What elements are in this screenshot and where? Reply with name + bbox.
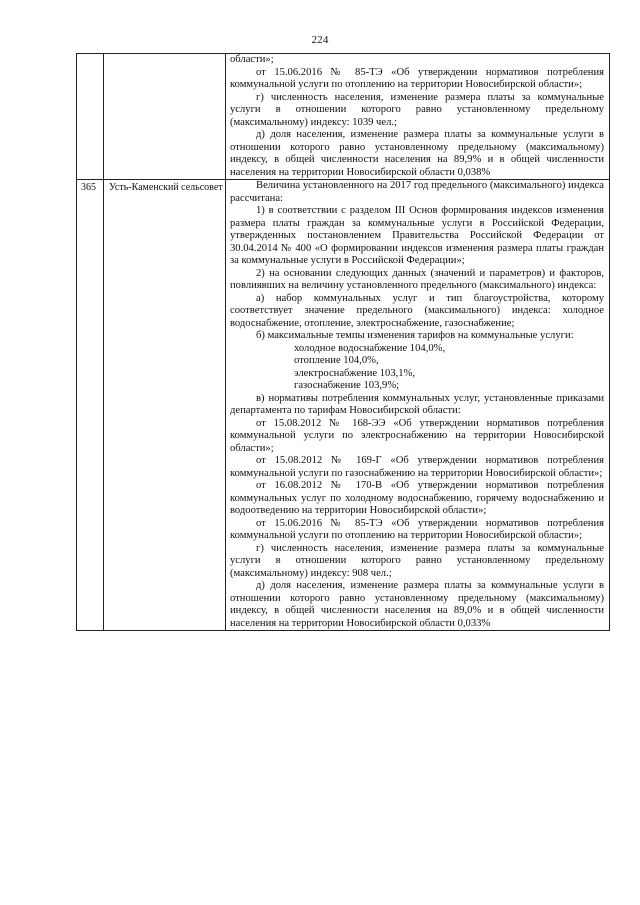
table-row xyxy=(77,54,610,180)
tariff-list-item: газоснабжение 103,9%; xyxy=(294,380,400,391)
description-paragraph: 2) на основании следующих данных (значений и параметров) и факторов, повлиявших на величину установленного предельного (максимального) индекса: xyxy=(230,267,604,291)
description-paragraph: г) численность населения, изменение размера платы за коммунальные услуги в отношении которого равно установленному предельному (максимальному) индексу: 1039 чел.; xyxy=(230,91,604,128)
description-paragraph: д) доля населения, изменение размера платы за коммунальные услуги в отношении которого равно установленному предельному (максимальному) индексу, в общей численности населения на 89,9% и в общей численности населения на территории Новосибирской области 0,038% xyxy=(230,129,604,178)
description-paragraph: д) доля населения, изменение размера платы за коммунальные услуги в отношении которого равно установленному предельному (максимальному) индексу, в общей численности населения на 89,0% и в общей численности населения на территории Новосибирской области 0,033% xyxy=(230,580,604,629)
municipality-name-cell xyxy=(104,54,226,180)
description-paragraph: от 16.08.2012 № 170-В «Об утверждении нормативов потребления коммунальных услуг по холодному водоснабжению, горячему водоснабжению и водоотведению на территории Новосибирской области»; xyxy=(230,480,604,516)
row-number-cell: 365 xyxy=(77,180,104,631)
tariff-list-item: отопление 104,0%, xyxy=(294,355,379,366)
description-paragraph: от 15.06.2016 № 85-ТЭ «Об утверждении нормативов потребления коммунальной услуги по отоплению на территории Новосибирской области»; xyxy=(230,517,604,541)
row-number-cell xyxy=(77,54,104,180)
description-paragraph: г) численность населения, изменение размера платы за коммунальные услуги в отношении которого равно установленному предельному (максимальному) индексу: 908 чел.; xyxy=(230,542,604,579)
description-paragraph: б) максимальные темпы изменения тарифов на коммунальные услуги: xyxy=(256,330,574,341)
description-paragraph: области»; xyxy=(230,54,274,65)
description-paragraph: от 15.08.2012 № 169-Г «Об утверждении нормативов потребления коммунальной услуги по газоснабжению на территории Новосибирской области»; xyxy=(230,455,604,479)
table-row xyxy=(77,180,610,631)
tariff-list-item: электроснабжение 103,1%, xyxy=(294,367,416,379)
page-number: 224 xyxy=(311,34,329,46)
municipality-name-cell: Усть-Каменский сельсовет xyxy=(104,180,226,631)
description-paragraph: 1) в соответствии с разделом III Основ формирования индексов изменения размера платы граждан за коммунальные услуги в Российской Федерации, утвержденных постановлением Правительства Российской Федерации от 30.04.2014 № 400 «О формировании индексов изменения размера платы граждан за коммунальные услуги в Российской Федерации»; xyxy=(230,205,604,266)
description-paragraph: в) нормативы потребления коммунальных услуг, установленные приказами департамента по тарифам Новосибирской области: xyxy=(230,392,604,416)
table-body xyxy=(77,54,610,631)
description-paragraph: Величина установленного на 2017 год предельного (максимального) индекса рассчитана: xyxy=(230,180,604,204)
description-paragraph: от 15.08.2012 № 168-ЭЭ «Об утверждении нормативов потребления коммунальной услуги по электроснабжению на территории Новосибирской области»; xyxy=(230,417,604,454)
description-paragraph: от 15.06.2016 № 85-ТЭ «Об утверждении нормативов потребления коммунальной услуги по отоплению на территории Новосибирской области»; xyxy=(230,66,604,90)
tariff-list-item: холодное водоснабжение 104,0%, xyxy=(294,342,446,354)
description-paragraph: а) набор коммунальных услуг и тип благоустройства, которому соответствует значение предельного (максимального) индекса: холодное водоснабжение, отопление, электроснабжение, газоснабжение; xyxy=(230,292,604,329)
index-description-cell xyxy=(226,54,610,180)
index-description-cell xyxy=(226,180,610,631)
tariff-index-table xyxy=(76,53,610,631)
